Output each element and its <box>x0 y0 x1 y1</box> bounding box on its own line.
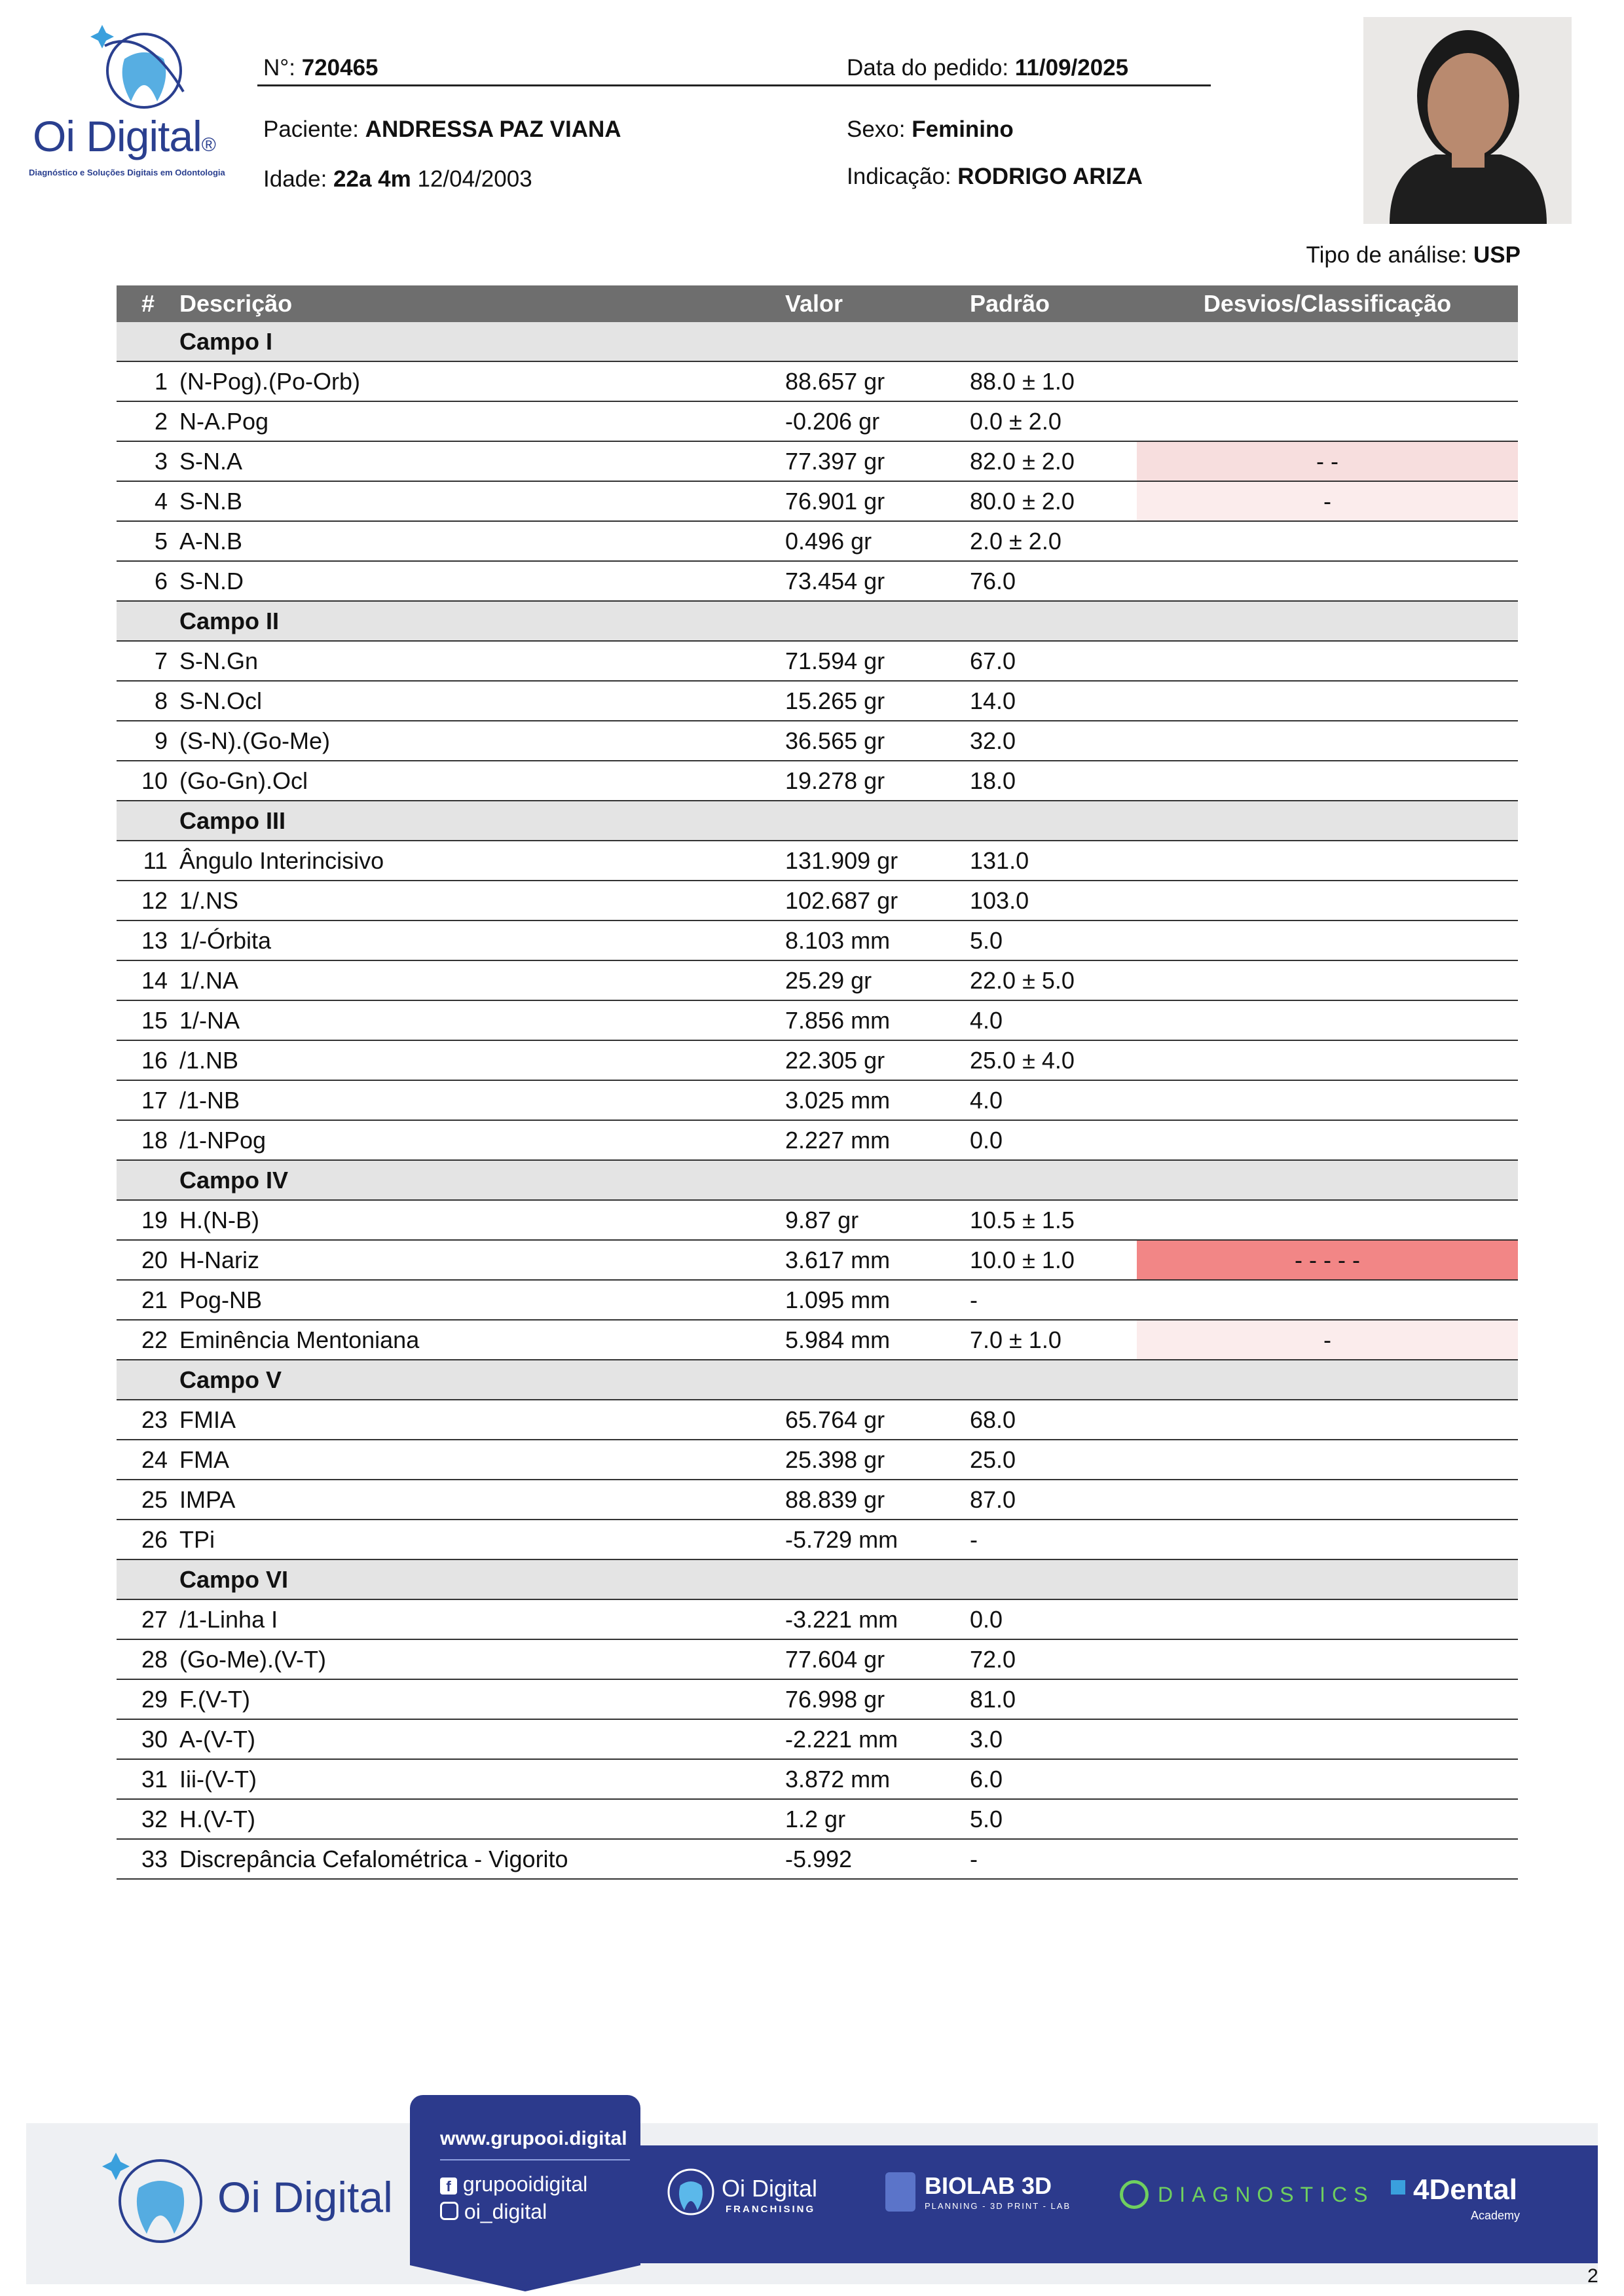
section-row <box>117 601 1518 641</box>
row-desvio <box>1137 401 1518 441</box>
section-row <box>117 1360 1518 1400</box>
row-desvio <box>1137 641 1518 681</box>
dental-sub: Academy <box>1471 2209 1521 2222</box>
row-number: 4 <box>117 481 179 521</box>
row-valor: 102.687 gr <box>785 881 970 920</box>
row-padrao: 81.0 <box>970 1679 1137 1719</box>
logo <box>26 20 236 177</box>
footer-instagram[interactable] <box>440 2200 547 2224</box>
table-row <box>117 361 1518 401</box>
row-desvio <box>1137 1040 1518 1080</box>
franchising-brand: Oi Digital <box>722 2175 818 2202</box>
row-descricao: S-N.A <box>179 441 785 481</box>
row-padrao: 25.0 <box>970 1440 1137 1480</box>
row-descricao: F.(V-T) <box>179 1679 785 1719</box>
section-row <box>117 322 1518 361</box>
header-divider <box>257 84 1211 86</box>
table-row <box>117 721 1518 761</box>
row-desvio <box>1137 1520 1518 1559</box>
row-number: 8 <box>117 681 179 721</box>
franchising-logo-icon <box>658 2158 724 2223</box>
logo-tagline: Diagnóstico e Soluções Digitais em Odontologia <box>29 168 225 177</box>
footer-tooth-logo-icon <box>98 2142 223 2253</box>
row-number: 23 <box>117 1400 179 1440</box>
logo-name: Oi Digital <box>33 112 202 160</box>
row-valor: -5.729 mm <box>785 1520 970 1559</box>
row-valor: 9.87 gr <box>785 1200 970 1240</box>
tipo-analise: Tipo de análise: USP <box>1306 242 1521 268</box>
row-valor: 3.872 mm <box>785 1759 970 1799</box>
row-number: 30 <box>117 1719 179 1759</box>
sexo-value: Feminino <box>912 117 1014 142</box>
row-valor: 5.984 mm <box>785 1320 970 1360</box>
row-descricao: TPi <box>179 1520 785 1559</box>
row-valor: -3.221 mm <box>785 1599 970 1639</box>
row-desvio <box>1137 1280 1518 1320</box>
row-valor: 71.594 gr <box>785 641 970 681</box>
footer-website[interactable]: www.grupooi.digital <box>440 2128 627 2149</box>
row-padrao: 82.0 ± 2.0 <box>970 441 1137 481</box>
row-padrao: 67.0 <box>970 641 1137 681</box>
biolab-sub: PLANNING - 3D PRINT - LAB <box>925 2201 1071 2211</box>
page-number: 2 <box>1587 2265 1598 2287</box>
row-desvio: - <box>1137 481 1518 521</box>
row-padrao: 103.0 <box>970 881 1137 920</box>
row-desvio <box>1137 561 1518 601</box>
table-row <box>117 881 1518 920</box>
table-row <box>117 561 1518 601</box>
table-row <box>117 1639 1518 1679</box>
row-desvio <box>1137 681 1518 721</box>
row-desvio <box>1137 1000 1518 1040</box>
numero-field: N°: 720465 <box>263 55 378 81</box>
row-desvio <box>1137 1080 1518 1120</box>
table-row <box>117 1480 1518 1520</box>
paciente-value: ANDRESSA PAZ VIANA <box>365 117 621 142</box>
franchising-sub: FRANCHISING <box>726 2204 816 2215</box>
row-descricao: A-N.B <box>179 521 785 561</box>
row-descricao: Discrepância Cefalométrica - Vigorito <box>179 1839 785 1879</box>
row-padrao: 2.0 ± 2.0 <box>970 521 1137 561</box>
instagram-icon <box>440 2202 458 2220</box>
row-descricao: FMIA <box>179 1400 785 1440</box>
row-valor: 76.998 gr <box>785 1679 970 1719</box>
row-number: 31 <box>117 1759 179 1799</box>
table-row <box>117 441 1518 481</box>
table-row <box>117 1520 1518 1559</box>
row-padrao: 0.0 <box>970 1120 1137 1160</box>
footer-brand-name: Oi Digital <box>217 2173 393 2221</box>
row-desvio <box>1137 521 1518 561</box>
row-desvio <box>1137 1839 1518 1879</box>
table-row <box>117 1719 1518 1759</box>
col-num: # <box>117 285 179 322</box>
row-desvio <box>1137 1759 1518 1799</box>
row-desvio <box>1137 920 1518 960</box>
row-valor: 7.856 mm <box>785 1000 970 1040</box>
row-descricao: H.(V-T) <box>179 1799 785 1839</box>
row-descricao: 1/.NA <box>179 960 785 1000</box>
row-padrao: 7.0 ± 1.0 <box>970 1320 1137 1360</box>
idade-value: 22a 4m <box>333 166 411 192</box>
row-descricao: Pog-NB <box>179 1280 785 1320</box>
row-desvio: - <box>1137 1320 1518 1360</box>
row-valor: 15.265 gr <box>785 681 970 721</box>
table-row <box>117 1679 1518 1719</box>
table-row <box>117 1120 1518 1160</box>
table-row <box>117 1440 1518 1480</box>
row-number: 29 <box>117 1679 179 1719</box>
table-row <box>117 1599 1518 1639</box>
row-descricao: Ângulo Interincisivo <box>179 841 785 881</box>
table-row <box>117 1240 1518 1280</box>
dental-icon <box>1391 2180 1405 2195</box>
table-row <box>117 521 1518 561</box>
table-row <box>117 1400 1518 1440</box>
ribbon-divider <box>440 2159 630 2160</box>
row-descricao: 1/-NA <box>179 1000 785 1040</box>
row-padrao: 3.0 <box>970 1719 1137 1759</box>
row-padrao: 10.0 ± 1.0 <box>970 1240 1137 1280</box>
row-valor: 88.657 gr <box>785 361 970 401</box>
patient-photo <box>1363 17 1572 224</box>
row-desvio <box>1137 1679 1518 1719</box>
tooth-logo-icon <box>79 20 210 118</box>
row-padrao: 22.0 ± 5.0 <box>970 960 1137 1000</box>
section-num-cell <box>117 601 179 641</box>
row-valor: 88.839 gr <box>785 1480 970 1520</box>
row-valor: 8.103 mm <box>785 920 970 960</box>
row-number: 10 <box>117 761 179 801</box>
row-descricao: S-N.B <box>179 481 785 521</box>
row-number: 7 <box>117 641 179 681</box>
row-number: 5 <box>117 521 179 561</box>
row-padrao: - <box>970 1839 1137 1879</box>
row-desvio <box>1137 841 1518 881</box>
row-descricao: H.(N-B) <box>179 1200 785 1240</box>
row-desvio <box>1137 361 1518 401</box>
table-row <box>117 1040 1518 1080</box>
section-num-cell <box>117 1360 179 1400</box>
biolab-icon <box>885 2172 915 2212</box>
col-desvios: Desvios/Classificação <box>1137 285 1518 322</box>
row-desvio <box>1137 721 1518 761</box>
row-valor: -5.992 <box>785 1839 970 1879</box>
row-valor: 2.227 mm <box>785 1120 970 1160</box>
row-desvio <box>1137 1799 1518 1839</box>
col-valor: Valor <box>785 285 970 322</box>
row-descricao: N-A.Pog <box>179 401 785 441</box>
table-row <box>117 960 1518 1000</box>
row-padrao: - <box>970 1520 1137 1559</box>
table-row <box>117 681 1518 721</box>
numero-value: 720465 <box>301 55 378 81</box>
row-descricao: /1-NPog <box>179 1120 785 1160</box>
row-number: 27 <box>117 1599 179 1639</box>
table-row <box>117 1080 1518 1120</box>
row-descricao: S-N.D <box>179 561 785 601</box>
row-desvio <box>1137 761 1518 801</box>
row-padrao: 0.0 <box>970 1599 1137 1639</box>
row-valor: 36.565 gr <box>785 721 970 761</box>
row-descricao: (Go-Gn).Ocl <box>179 761 785 801</box>
row-descricao: Eminência Mentoniana <box>179 1320 785 1360</box>
row-number: 13 <box>117 920 179 960</box>
row-descricao: H-Nariz <box>179 1240 785 1280</box>
row-valor: 0.496 gr <box>785 521 970 561</box>
row-desvio: - - <box>1137 441 1518 481</box>
row-number: 16 <box>117 1040 179 1080</box>
table-row <box>117 401 1518 441</box>
row-valor: 77.397 gr <box>785 441 970 481</box>
data-field: Data do pedido: 11/09/2025 <box>847 55 1129 81</box>
nascimento: 12/04/2003 <box>417 166 532 192</box>
row-valor: 65.764 gr <box>785 1400 970 1440</box>
row-descricao: Iii-(V-T) <box>179 1759 785 1799</box>
row-number: 6 <box>117 561 179 601</box>
row-descricao: 1/.NS <box>179 881 785 920</box>
row-number: 19 <box>117 1200 179 1240</box>
instagram-handle: oi_digital <box>464 2200 547 2223</box>
row-descricao: FMA <box>179 1440 785 1480</box>
table-row <box>117 1839 1518 1879</box>
section-num-cell <box>117 1160 179 1200</box>
row-padrao: 32.0 <box>970 721 1137 761</box>
table-row <box>117 1320 1518 1360</box>
table-header <box>117 285 1518 322</box>
row-valor: 22.305 gr <box>785 1040 970 1080</box>
section-num-cell <box>117 801 179 841</box>
row-desvio <box>1137 1200 1518 1240</box>
row-descricao: A-(V-T) <box>179 1719 785 1759</box>
row-descricao: (Go-Me).(V-T) <box>179 1639 785 1679</box>
row-padrao: 88.0 ± 1.0 <box>970 361 1137 401</box>
row-descricao: 1/-Órbita <box>179 920 785 960</box>
row-number: 15 <box>117 1000 179 1040</box>
diagnostics-icon <box>1120 2180 1149 2209</box>
row-descricao: S-N.Gn <box>179 641 785 681</box>
row-number: 33 <box>117 1839 179 1879</box>
row-number: 9 <box>117 721 179 761</box>
row-desvio <box>1137 1599 1518 1639</box>
row-number: 2 <box>117 401 179 441</box>
row-descricao: (N-Pog).(Po-Orb) <box>179 361 785 401</box>
dental-brand: 4Dental <box>1413 2174 1517 2206</box>
logo-reg: ® <box>201 134 215 156</box>
row-padrao: 18.0 <box>970 761 1137 801</box>
row-desvio <box>1137 1400 1518 1440</box>
row-padrao: 4.0 <box>970 1080 1137 1120</box>
row-valor: 25.398 gr <box>785 1440 970 1480</box>
indicacao-value: RODRIGO ARIZA <box>957 164 1143 189</box>
paciente-field: Paciente: ANDRESSA PAZ VIANA <box>263 117 621 142</box>
row-valor: -0.206 gr <box>785 401 970 441</box>
table-row <box>117 761 1518 801</box>
row-valor: 1.2 gr <box>785 1799 970 1839</box>
row-number: 3 <box>117 441 179 481</box>
row-number: 1 <box>117 361 179 401</box>
row-padrao: 4.0 <box>970 1000 1137 1040</box>
row-padrao: 131.0 <box>970 841 1137 881</box>
section-row <box>117 1559 1518 1599</box>
section-title: Campo IV <box>179 1160 1518 1200</box>
biolab-brand: BIOLAB 3D <box>925 2172 1052 2199</box>
row-desvio <box>1137 1120 1518 1160</box>
row-desvio <box>1137 1639 1518 1679</box>
idade-field: Idade: 22a 4m 12/04/2003 <box>263 166 532 192</box>
table-row <box>117 481 1518 521</box>
row-descricao: S-N.Ocl <box>179 681 785 721</box>
row-valor: 1.095 mm <box>785 1280 970 1320</box>
row-padrao: - <box>970 1280 1137 1320</box>
row-number: 25 <box>117 1480 179 1520</box>
indicacao-field: Indicação: RODRIGO ARIZA <box>847 164 1143 189</box>
row-descricao: /1.NB <box>179 1040 785 1080</box>
table-row <box>117 1759 1518 1799</box>
section-title: Campo V <box>179 1360 1518 1400</box>
row-number: 11 <box>117 841 179 881</box>
row-desvio <box>1137 881 1518 920</box>
row-padrao: 76.0 <box>970 561 1137 601</box>
row-valor: 131.909 gr <box>785 841 970 881</box>
tipo-value: USP <box>1473 242 1521 268</box>
section-title: Campo III <box>179 801 1518 841</box>
row-number: 32 <box>117 1799 179 1839</box>
cephalometric-table <box>117 285 1518 1880</box>
row-valor: 3.025 mm <box>785 1080 970 1120</box>
table-row <box>117 920 1518 960</box>
row-number: 26 <box>117 1520 179 1559</box>
row-descricao: (S-N).(Go-Me) <box>179 721 785 761</box>
row-valor: 77.604 gr <box>785 1639 970 1679</box>
row-number: 17 <box>117 1080 179 1120</box>
row-desvio <box>1137 1480 1518 1520</box>
row-valor: 3.617 mm <box>785 1240 970 1280</box>
section-num-cell <box>117 1559 179 1599</box>
row-padrao: 87.0 <box>970 1480 1137 1520</box>
row-valor: 76.901 gr <box>785 481 970 521</box>
footer-facebook[interactable] <box>440 2172 587 2196</box>
facebook-handle: grupooidigital <box>462 2172 588 2196</box>
table-row <box>117 1200 1518 1240</box>
col-descricao: Descrição <box>179 285 785 322</box>
row-padrao: 6.0 <box>970 1759 1137 1799</box>
row-padrao: 80.0 ± 2.0 <box>970 481 1137 521</box>
row-padrao: 5.0 <box>970 920 1137 960</box>
row-number: 24 <box>117 1440 179 1480</box>
row-number: 21 <box>117 1280 179 1320</box>
row-desvio <box>1137 1440 1518 1480</box>
sexo-field: Sexo: Feminino <box>847 117 1014 142</box>
table-row <box>117 641 1518 681</box>
table-row <box>117 1000 1518 1040</box>
row-number: 22 <box>117 1320 179 1360</box>
section-row <box>117 1160 1518 1200</box>
row-padrao: 72.0 <box>970 1639 1137 1679</box>
facebook-icon: f <box>440 2178 457 2195</box>
section-num-cell <box>117 322 179 361</box>
row-number: 14 <box>117 960 179 1000</box>
row-descricao: IMPA <box>179 1480 785 1520</box>
row-number: 12 <box>117 881 179 920</box>
row-number: 20 <box>117 1240 179 1280</box>
col-padrao: Padrão <box>970 285 1137 322</box>
row-padrao: 25.0 ± 4.0 <box>970 1040 1137 1080</box>
section-title: Campo VI <box>179 1559 1518 1599</box>
row-descricao: /1-Linha I <box>179 1599 785 1639</box>
row-valor: 73.454 gr <box>785 561 970 601</box>
section-row <box>117 801 1518 841</box>
table-row <box>117 841 1518 881</box>
row-padrao: 5.0 <box>970 1799 1137 1839</box>
data-value: 11/09/2025 <box>1014 55 1129 81</box>
row-descricao: /1-NB <box>179 1080 785 1120</box>
table-row <box>117 1799 1518 1839</box>
row-number: 18 <box>117 1120 179 1160</box>
footer-ribbon-tip <box>410 2265 640 2291</box>
row-valor: -2.221 mm <box>785 1719 970 1759</box>
row-desvio <box>1137 960 1518 1000</box>
diagnostics-brand: DIAGNOSTICS <box>1158 2183 1375 2206</box>
row-padrao: 14.0 <box>970 681 1137 721</box>
section-title: Campo II <box>179 601 1518 641</box>
row-desvio <box>1137 1719 1518 1759</box>
section-title: Campo I <box>179 322 1518 361</box>
row-valor: 25.29 gr <box>785 960 970 1000</box>
row-valor: 19.278 gr <box>785 761 970 801</box>
row-padrao: 10.5 ± 1.5 <box>970 1200 1137 1240</box>
table-row <box>117 1280 1518 1320</box>
row-desvio: - - - - - <box>1137 1240 1518 1280</box>
row-number: 28 <box>117 1639 179 1679</box>
row-padrao: 68.0 <box>970 1400 1137 1440</box>
row-padrao: 0.0 ± 2.0 <box>970 401 1137 441</box>
